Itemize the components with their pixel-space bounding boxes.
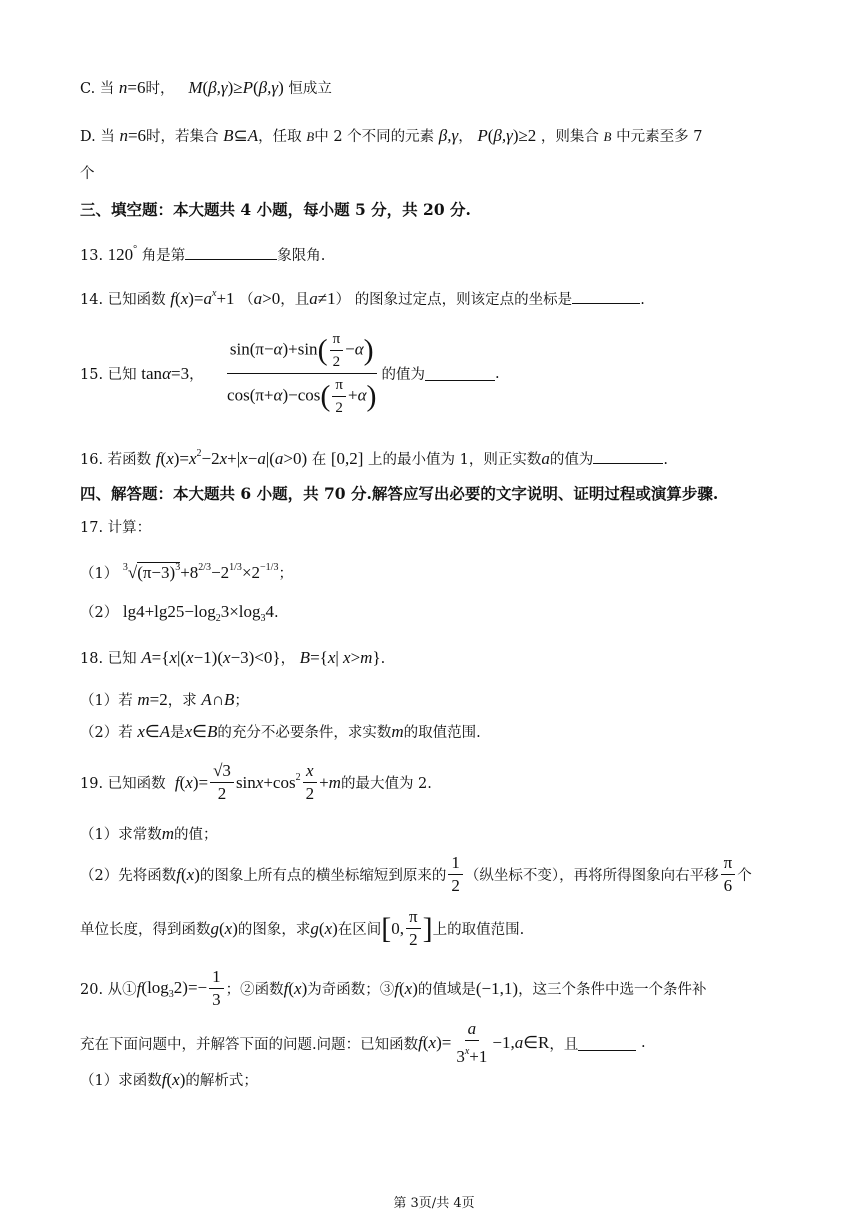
question-20-part-1: （1）求函数f(x)的解析式； [80, 1070, 258, 1089]
answer-blank[interactable] [572, 289, 640, 304]
section-heading-4: 四、解答题：本大题共 6 小题，共 70 分.解答应写出必要的文字说明、证明过程或演算步骤. [80, 484, 719, 503]
section-heading-3: 三、填空题：本大题共 4 小题，每小题 5 分，共 20 分. [80, 200, 471, 219]
question-17-part-2: （2） $\lg 4+\lg 25-\log_23\times\log_34$. [80, 602, 279, 624]
option-d: D. 当 n=6时，若集合 B⊆A，任取 B中 2 个不同的元素 β,γ， P(β,γ)≥2 ，则集合 B 中元素至多 7 [80, 126, 703, 145]
question-20: 20. 从① f $(\log_32)=-$ $\frac{1}{3}$ ；②函数 f ( x ) 为奇函数；③ f ( x ) 的值域是 (−1,1) ，这三个条件中选一个条件补 [80, 967, 707, 1009]
option-c: C. 当 n=6时， M(β,γ)≥P(β,γ) 恒成立 [80, 78, 332, 97]
question-19-part-2-cont: 单位长度，得到函数 g ( x ) 的图象，求 g ( x ) 在区间 [ 0, $\frac{\pi}{2}$ ] 上的取值范围. [80, 907, 525, 949]
question-18-part-2: （2）若 x∈A是x∈B的充分不必要条件，求实数m的取值范围. [80, 722, 481, 741]
answer-blank[interactable] [185, 245, 277, 260]
question-16: 16. 若函数 $f(x)=x^2-2x+|x-a|(a>0)$ 在 [0,2] 上的最小值为 1，则正实数a的值为 . [80, 448, 668, 468]
question-19: 19. 已知函数 f ( x )= $\frac{√3}{2}$ sin x $+\cos^2$ $\frac{x}{2}$ + m 的最大值为 2. [80, 761, 432, 803]
question-13: 13. 120° 角是第 象限角. [80, 244, 326, 264]
formula: M [188, 78, 203, 97]
question-18: 18. 已知 A={x|(x−1)(x−3)<0}， B={x| x>m}. [80, 648, 386, 667]
question-17-part-1: （1） $^3√(\pi-3)^3+8^{2/3}-2^{1/3}\times 2^{-1/3}$； [80, 562, 293, 582]
question-15: 15. 已知 tan α =3 ， sin(π−α)+sin( $\frac{\pi}{2}$ −α) cos(π+α)−cos( $\frac{\pi}{2}$ +α) 的值为 . [80, 328, 500, 419]
formula: n [118, 78, 128, 97]
question-14: 14. 已知函数 $f(x)=a^x+1$ （a>0，且a≠1） 的图象过定点，则该定点的坐标是 . [80, 288, 645, 308]
question-18-part-1: （1）若 m=2，求 A∩B； [80, 690, 249, 709]
answer-blank[interactable] [425, 366, 495, 381]
answer-blank[interactable] [578, 1036, 636, 1051]
page-footer: 第 3页/共 4页 [393, 1196, 475, 1211]
question-17: 17. 计算： [80, 520, 152, 536]
question-19-part-2: （2）先将函数 f ( x ) 的图象上所有点的横坐标缩短到原来的 $\frac{1}{2}$ （纵坐标不变），再将所得图象向右平移 $\frac{\pi}{6}$ 个 [80, 853, 752, 895]
fraction: sin(π−α)+sin( $\frac{\pi}{2}$ −α) cos(π+α)−cos( $\frac{\pi}{2}$ +α) [224, 328, 379, 419]
option-d-cont: 个 [80, 166, 95, 182]
answer-blank[interactable] [593, 449, 663, 464]
question-19-part-1: （1）求常数m的值； [80, 824, 218, 843]
question-20-cont: 充在下面问题中，并解答下面的问题.问题：已知函数 f ( x )= $\frac{a}{3^x+1}$ −1, a ∈R ，且 . [80, 1019, 646, 1066]
